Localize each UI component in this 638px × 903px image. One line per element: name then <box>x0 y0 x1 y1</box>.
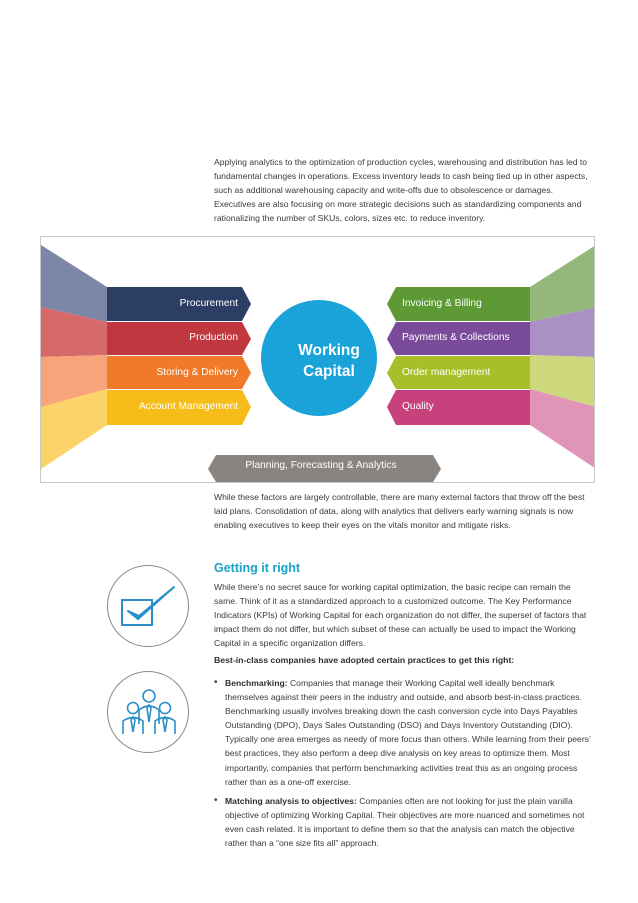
checkbox-check-icon <box>107 565 189 647</box>
bullet-dot: • <box>214 677 218 688</box>
best-practices-heading: Best-in-class companies have adopted certain practices to get this right: <box>214 655 515 665</box>
bullet-benchmarking <box>214 676 594 789</box>
label-planning-forecasting: Planning, Forecasting & Analytics <box>245 460 397 471</box>
working-capital-line1: Working <box>298 342 360 359</box>
bullet-title: Matching analysis to objectives: <box>225 796 357 806</box>
label-quality: Quality <box>402 401 434 412</box>
label-account-management: Account Management <box>138 401 238 412</box>
working-capital-diagram <box>40 236 595 483</box>
business-team-icon <box>107 671 189 753</box>
bullet-text: Companies that manage their Working Capital well ideally benchmark themselves against their peers in the industry and outside, and absorb best-in-class practices. Benchmarking usually involves breaking down the cash conversion cycle into Days Payables Outstanding (DPO), Days Sales Outstanding (DSO) and Days Inventory Outstanding (DIO). Typically one area emerges as needy of more focus than others. While learning from their peers’ best practices, they also perform a deep dive analysis on key areas to optimize them. Most importantly, companies that perform benchmarking activities treat this as an ongoing process rather than as a one-off exercise. <box>225 678 591 787</box>
person-right-tie <box>163 717 167 732</box>
working-capital-label <box>277 340 381 382</box>
person-center-tie <box>147 705 151 722</box>
checkbox-square <box>122 600 152 625</box>
person-right-head <box>160 703 171 714</box>
label-storing-delivery: Storing & Delivery <box>156 367 238 378</box>
after-diagram-paragraph: While these factors are largely controllable, there are many external factors that throw off the best laid plans. Consolidation of data, along with analytics that delivers early warning signals is now enabling executives to keep their eyes on the vitals monitor and mitigate risks. <box>214 492 585 531</box>
label-invoicing-billing: Invoicing & Billing <box>402 298 482 309</box>
label-order-management: Order management <box>402 367 491 378</box>
bullet-matching-analysis <box>214 794 594 850</box>
bullet-dot: • <box>214 795 218 806</box>
getting-it-right-paragraph: While there’s no secret sauce for working capital optimization, the basic recipe can remain the same. Think of it as a standardized approach to a customized outcome. The Key Performance Indicators (KPIs) of Working Capital for each organization do not differ, the superset of factors that impact them do not differ, but which subset of these can actually be used to impact the Working Capital in a specific organization differs. <box>214 582 587 649</box>
section-heading: Getting it right <box>214 561 301 575</box>
intro-paragraph: Applying analytics to the optimization of production cycles, warehousing and distribution has led to fundamental changes in operations. Excess inventory leads to cash being tied up in other aspects, such as additional warehousing capacity and write-offs due to obsolescence or damages. Executives are also focusing on more strategic decisions such as standardizing components and rationalizing the number of SKUs, colors, sizes etc. to reduce inventory. <box>214 157 588 224</box>
label-payments-collections: Payments & Collections <box>402 332 510 343</box>
label-procurement: Procurement <box>179 298 238 309</box>
person-center-head <box>143 690 155 702</box>
person-left-head <box>128 703 139 714</box>
working-capital-line2: Capital <box>303 363 355 380</box>
person-left-tie <box>131 717 135 732</box>
bullet-title: Benchmarking: <box>225 678 288 688</box>
label-production: Production <box>189 332 238 343</box>
bullet-text: Companies often are not looking for just the plain vanilla objective of optimizing Working Capital. Their objectives are more nuanced and sometimes not even cash related. It is important to define them so that the analysis can match the objective rather than a “one size fits all” approach. <box>225 796 585 849</box>
